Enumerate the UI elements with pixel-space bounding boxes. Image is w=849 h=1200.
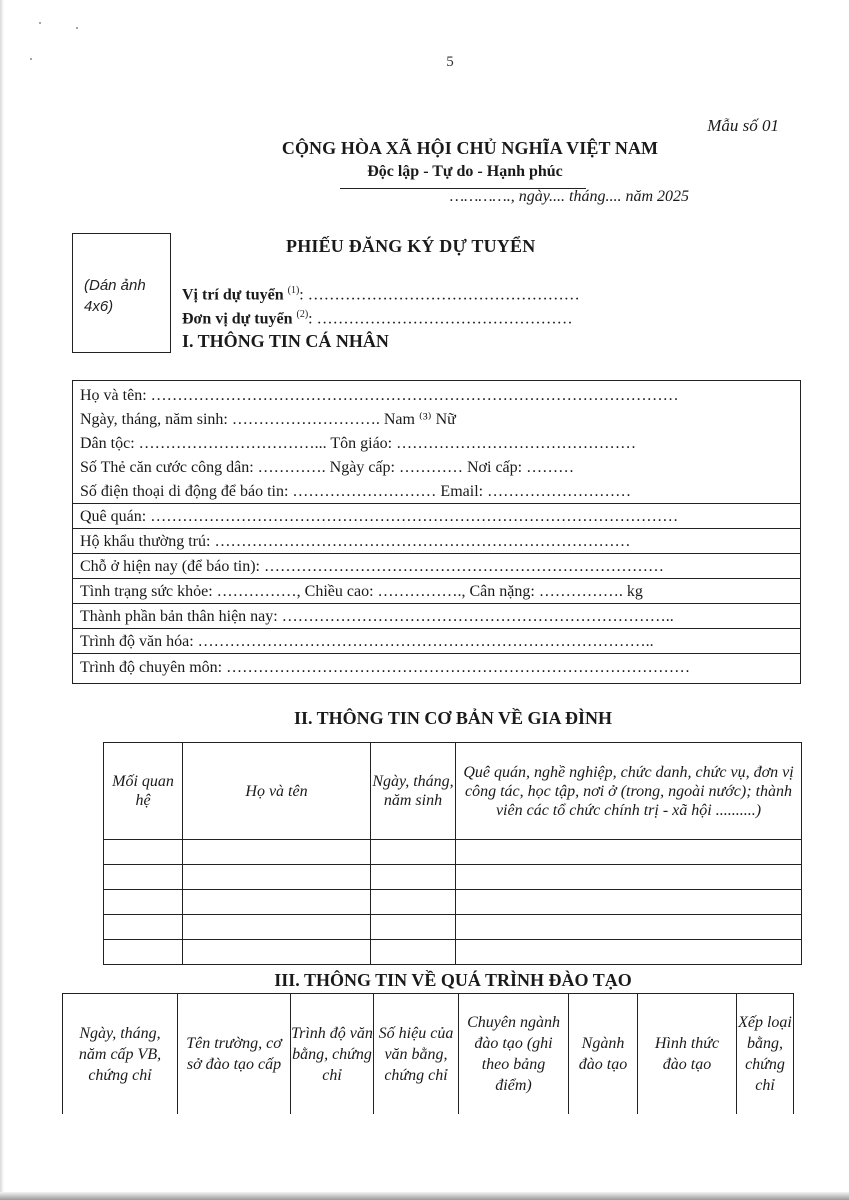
table-header-row [63, 994, 794, 1115]
cell[interactable] [371, 915, 456, 940]
row-divider [73, 528, 800, 529]
cell[interactable] [104, 890, 183, 915]
cell[interactable] [183, 890, 371, 915]
cell[interactable] [371, 890, 456, 915]
field-birth-date-gender[interactable]: Ngày, tháng, năm sinh: ………………………. Nam ⁽³⁾ Nữ [80, 411, 456, 428]
table-row [104, 840, 802, 865]
position-label: Vị trí dự tuyển [182, 286, 288, 304]
unit-label: Đơn vị dự tuyển [182, 310, 297, 328]
col-training-mode: Hình thức đào tạo [638, 994, 737, 1115]
cell[interactable] [456, 865, 802, 890]
family-table [103, 742, 802, 965]
field-phone-email[interactable]: Số điện thoại di động để báo tin: ……………………… Email: ……………………… [80, 483, 632, 500]
row-divider [73, 553, 800, 554]
col-full-name: Họ và tên [183, 743, 371, 840]
col-major: Ngành đào tạo [569, 994, 638, 1115]
footnote-2: (2) [296, 309, 309, 320]
field-hometown[interactable]: Quê quán: ……………………………………………………………………………………… [80, 508, 679, 525]
position-field[interactable] [182, 285, 580, 304]
table-row [104, 915, 802, 940]
cell[interactable] [371, 865, 456, 890]
cell[interactable] [456, 940, 802, 965]
cell[interactable] [104, 940, 183, 965]
scan-edge-bottom [0, 1192, 849, 1200]
field-health-height-weight[interactable]: Tình trạng sức khỏe: ……………, Chiều cao: ……………., Cân nặng: ……………. kg [80, 583, 643, 600]
field-full-name[interactable]: Họ và tên: ……………………………………………………………………………………… [80, 387, 679, 404]
date-line: …………., ngày.... tháng.... năm 2025 [449, 188, 689, 205]
photo-placeholder-label [84, 275, 146, 317]
position-blank[interactable]: : …………………………………………… [299, 286, 580, 304]
cell[interactable] [456, 890, 802, 915]
section-family-heading: II. THÔNG TIN CƠ BẢN VỀ GIA ĐÌNH [293, 708, 613, 728]
cell[interactable] [104, 915, 183, 940]
col-grade: Xếp loại bằng, chứng chỉ [737, 994, 794, 1115]
form-title: PHIẾU ĐĂNG KÝ DỰ TUYỂN [286, 236, 536, 256]
col-degree-number: Số hiệu của văn bằng, chứng chỉ [374, 994, 459, 1115]
field-education-level[interactable]: Trình độ văn hóa: ………………………………………………………………………….. [80, 633, 654, 650]
photo-label-line2: 4x6) [84, 298, 114, 315]
col-institution: Tên trường, cơ sở đào tạo cấp [178, 994, 291, 1115]
section-training-heading: III. THÔNG TIN VỀ QUÁ TRÌNH ĐÀO TẠO [274, 970, 632, 990]
field-current-address[interactable]: Chỗ ở hiện nay (để báo tin): ………………………………………………………………… [80, 558, 664, 575]
field-social-status[interactable]: Thành phần bản thân hiện nay: ……………………………………………………………….. [80, 608, 674, 625]
cell[interactable] [104, 840, 183, 865]
scan-speck [76, 27, 78, 29]
unit-field[interactable] [182, 309, 573, 328]
photo-label-line1: (Dán ảnh [84, 277, 146, 294]
cell[interactable] [183, 940, 371, 965]
scan-speck [39, 22, 41, 24]
cell[interactable] [371, 940, 456, 965]
table-row [104, 940, 802, 965]
footnote-1: (1) [287, 285, 300, 296]
unit-blank[interactable]: : ………………………………………… [308, 310, 573, 328]
national-motto: Độc lập - Tự do - Hạnh phúc [367, 163, 563, 180]
cell[interactable] [456, 840, 802, 865]
col-degree-level: Trình độ văn bằng, chứng chỉ [291, 994, 374, 1115]
table-row [104, 865, 802, 890]
field-id-card[interactable]: Số Thẻ căn cước công dân: …………. Ngày cấp: ………… Nơi cấp: ……… [80, 459, 575, 476]
field-professional-level[interactable]: Trình độ chuyên môn: …………………………………………………………………………… [80, 659, 691, 676]
col-birth-date: Ngày, tháng, năm sinh [371, 743, 456, 840]
col-relationship: Mối quan hệ [104, 743, 183, 840]
section-personal-heading: I. THÔNG TIN CÁ NHÂN [182, 331, 389, 351]
cell[interactable] [183, 840, 371, 865]
field-permanent-residence[interactable]: Hộ khẩu thường trú: …………………………………………………………………… [80, 533, 631, 550]
row-divider [73, 603, 800, 604]
row-divider [73, 653, 800, 654]
page-number: 5 [446, 54, 454, 70]
form-code: Mẫu số 01 [707, 116, 779, 135]
col-specialization: Chuyên ngành đào tạo (ghi theo bảng điểm) [459, 994, 569, 1115]
cell[interactable] [183, 865, 371, 890]
training-table [62, 993, 794, 1114]
cell[interactable] [456, 915, 802, 940]
cell[interactable] [104, 865, 183, 890]
cell[interactable] [371, 840, 456, 865]
personal-info-box [72, 380, 801, 684]
row-divider [73, 628, 800, 629]
col-details: Quê quán, nghề nghiệp, chức danh, chức vụ, đơn vị công tác, học tập, nơi ở (trong, ngoài nước); thành viên các tổ chức chính trị - xã hội ..........) [456, 743, 802, 840]
col-issue-date: Ngày, tháng, năm cấp VB, chứng chỉ [63, 994, 178, 1115]
table-header-row [104, 743, 802, 840]
row-divider [73, 503, 800, 504]
field-ethnicity-religion[interactable]: Dân tộc: ……………………………... Tôn giáo: ……………………………………… [80, 435, 637, 452]
national-title: CỘNG HÒA XÃ HỘI CHỦ NGHĨA VIỆT NAM [281, 138, 659, 158]
cell[interactable] [183, 915, 371, 940]
table-row [104, 890, 802, 915]
row-divider [73, 578, 800, 579]
